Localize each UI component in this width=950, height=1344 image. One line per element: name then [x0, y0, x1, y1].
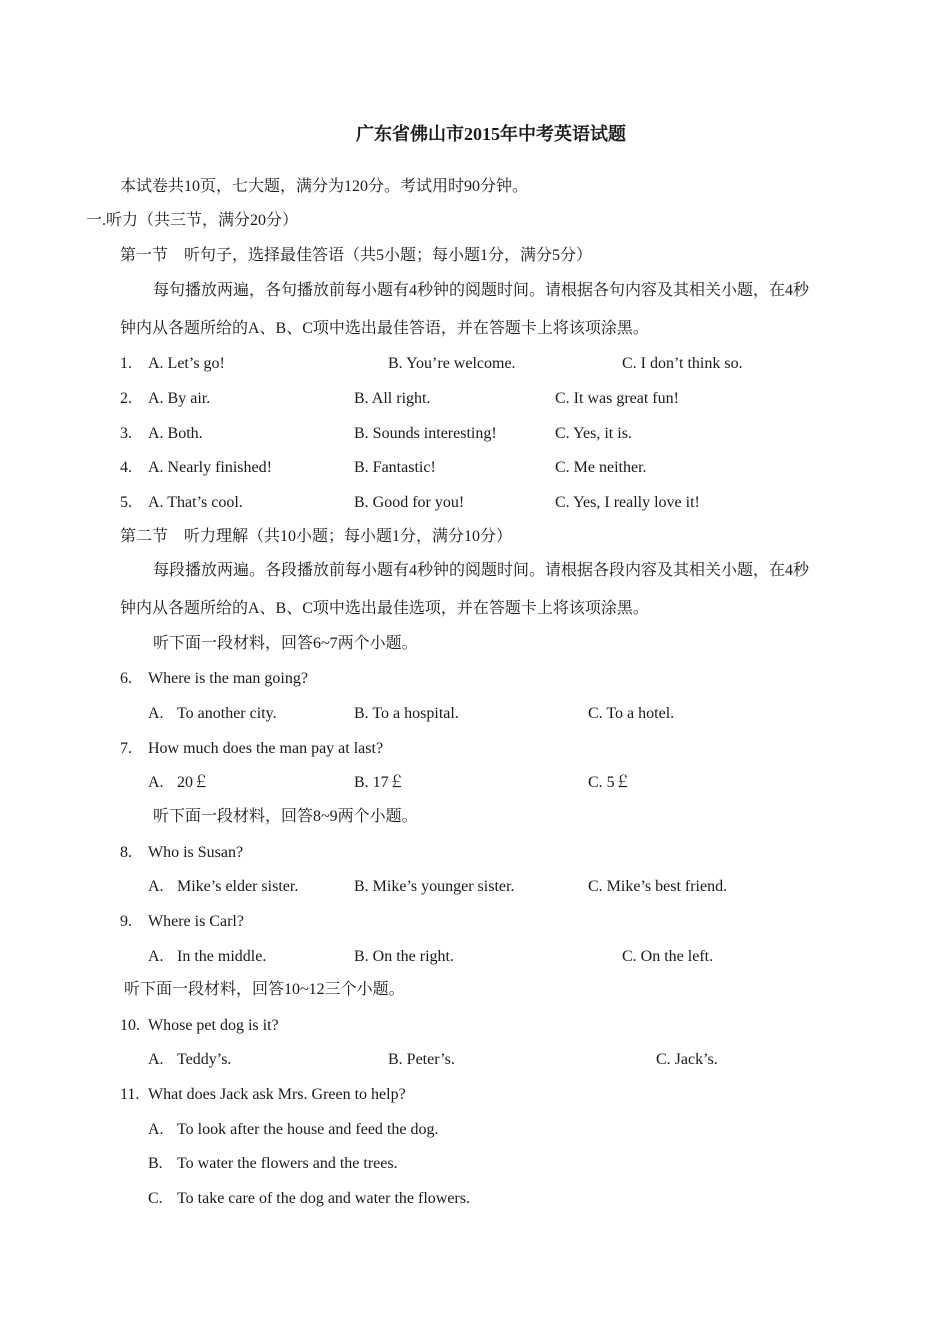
option-a-label: A.	[148, 878, 164, 895]
option-b: B. All right.	[354, 390, 431, 407]
page-title: 广东省佛山市2015年中考英语试题	[356, 124, 626, 144]
listen-instruction-8-9: 听下面一段材料，回答8~9两个小题。	[153, 808, 418, 825]
option-a-label: A.	[148, 774, 164, 791]
question-text: What does Jack ask Mrs. Green to help?	[148, 1086, 406, 1103]
option-c: C. Mike’s best friend.	[588, 878, 728, 895]
question-number: 4.	[120, 459, 132, 476]
question-number: 1.	[120, 355, 132, 372]
option-a: Teddy’s.	[177, 1051, 232, 1068]
option-c: C. It was great fun!	[555, 390, 679, 407]
question-number: 10.	[120, 1017, 140, 1034]
question-number: 11.	[120, 1086, 140, 1103]
option-a: A. That’s cool.	[148, 494, 243, 511]
option-b: B. To a hospital.	[354, 705, 459, 722]
option-b: To water the flowers and the trees.	[177, 1155, 398, 1172]
question-number: 6.	[120, 670, 132, 687]
option-b: B. 17￡	[354, 774, 405, 791]
option-a: 20￡	[177, 774, 210, 791]
question-number: 8.	[120, 844, 132, 861]
option-b: B. You’re welcome.	[388, 355, 516, 372]
part1-heading: 一.听力（共三节，满分20分）	[86, 212, 299, 229]
option-b: B. Fantastic!	[354, 459, 436, 476]
option-c: C. To a hotel.	[588, 705, 675, 722]
question-text: Where is Carl?	[148, 913, 244, 930]
option-b: B. On the right.	[354, 948, 454, 965]
option-a: A. Let’s go!	[148, 355, 225, 372]
section1-instruction-line1: 每句播放两遍，各句播放前每小题有4秒钟的阅题时间。请根据各句内容及其相关小题，在4秒	[153, 282, 810, 299]
option-c: C. 5￡	[588, 774, 631, 791]
question-number: 3.	[120, 425, 132, 442]
section2-instruction-line1: 每段播放两遍。各段播放前每小题有4秒钟的阅题时间。请根据各段内容及其相关小题，在4秒	[153, 562, 810, 579]
listen-instruction-6-7: 听下面一段材料，回答6~7两个小题。	[153, 635, 418, 652]
question-number: 2.	[120, 390, 132, 407]
option-c: C. I don’t think so.	[622, 355, 743, 372]
question-text: Who is Susan?	[148, 844, 244, 861]
option-a-label: A.	[148, 1051, 164, 1068]
option-b: B. Good for you!	[354, 494, 465, 511]
question-text: Where is the man going?	[148, 670, 308, 687]
option-a: A. By air.	[148, 390, 211, 407]
option-c: To take care of the dog and water the flowers.	[177, 1190, 470, 1207]
option-c: C. On the left.	[622, 948, 714, 965]
option-c: C. Yes, I really love it!	[555, 494, 700, 511]
option-b: B. Mike’s younger sister.	[354, 878, 515, 895]
question-number: 9.	[120, 913, 132, 930]
option-a: To another city.	[177, 705, 277, 722]
section1-instruction-line2: 钟内从各题所给的A、B、C项中选出最佳答语，并在答题卡上将该项涂黑。	[120, 320, 649, 337]
option-a: Mike’s elder sister.	[177, 878, 299, 895]
section2-instruction-line2: 钟内从各题所给的A、B、C项中选出最佳选项，并在答题卡上将该项涂黑。	[120, 600, 649, 617]
listen-instruction-10-12: 听下面一段材料，回答10~12三个小题。	[124, 981, 405, 998]
option-a: In the middle.	[177, 948, 267, 965]
intro-text: 本试卷共10页，七大题，满分为120分。考试用时90分钟。	[120, 178, 529, 195]
option-b: B. Peter’s.	[388, 1051, 455, 1068]
option-a-label: A.	[148, 1121, 164, 1138]
section2-heading: 第二节 听力理解（共10小题；每小题1分，满分10分）	[120, 528, 513, 545]
option-a: To look after the house and feed the dog.	[177, 1121, 439, 1138]
section1-heading: 第一节 听句子，选择最佳答语（共5小题；每小题1分，满分5分）	[120, 247, 593, 264]
option-a: A. Both.	[148, 425, 203, 442]
question-number: 7.	[120, 740, 132, 757]
option-a-label: A.	[148, 705, 164, 722]
option-b-label: B.	[148, 1155, 163, 1172]
option-c: C. Me neither.	[555, 459, 647, 476]
option-c: C. Jack’s.	[656, 1051, 718, 1068]
question-number: 5.	[120, 494, 132, 511]
question-text: How much does the man pay at last?	[148, 740, 384, 757]
option-a-label: A.	[148, 948, 164, 965]
option-b: B. Sounds interesting!	[354, 425, 497, 442]
option-c-label: C.	[148, 1190, 163, 1207]
option-c: C. Yes, it is.	[555, 425, 632, 442]
question-text: Whose pet dog is it?	[148, 1017, 279, 1034]
option-a: A. Nearly finished!	[148, 459, 272, 476]
